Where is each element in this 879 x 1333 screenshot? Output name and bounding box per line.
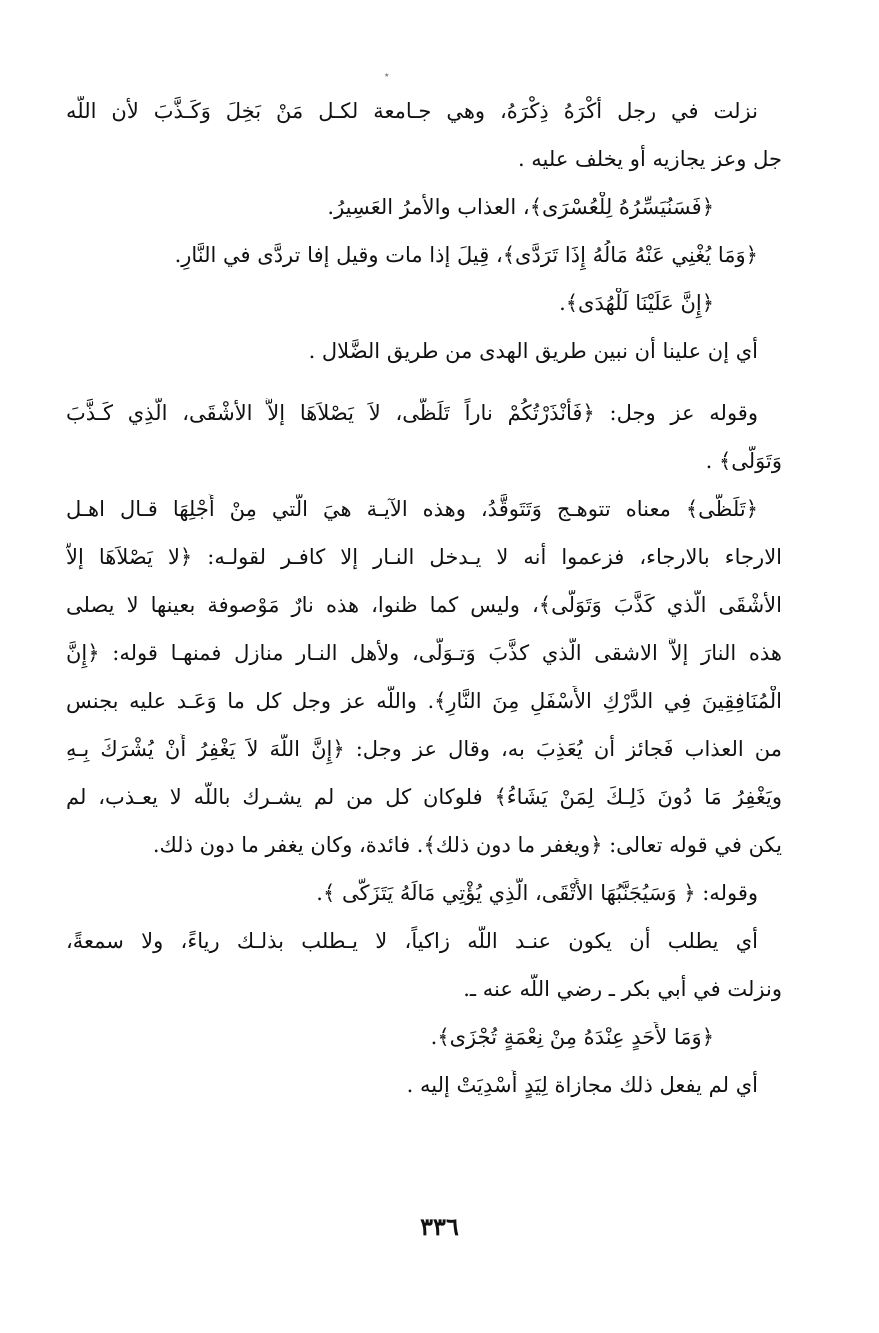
paragraph-gap: [66, 384, 782, 398]
text-line: أي إن علينا أن نبين طريق الهدى من طريق الضَّلال .: [308, 339, 758, 363]
verse-line: ﴿فَسَنُيَسِّرُهُ لِلْعُسْرَى﴾، العذاب والأمرُ العَسِيرُ.: [327, 195, 714, 219]
verse-line: ﴿وَمَا يُغْنِي عَنْهُ مَالُهُ إِذَا تَرَدَّى﴾، قِيلَ إذا مات وقيل إفا تردَّى في النَّارِ.: [174, 243, 758, 267]
text-line: من العذاب فَجائز أن يُعَذِبَ به، وقال عز وجل: ﴿إِنَّ اللّهَ لاَ يَغْفِرُ أَنْ يُشْرَكَ بِـهِ: [66, 737, 782, 761]
text-line: أي لم يفعل ذلك مجازاة لِيَدٍ أُسْدِيَتْ إليه .: [406, 1073, 758, 1097]
text-line: جل وعز يجازيه أو يخلف عليه .: [517, 147, 782, 171]
verse-line: ﴿إِنَّ عَلَيْنَا لَلْهُدَى﴾.: [559, 291, 714, 315]
text-line: يكن في قوله تعالى: ﴿ويغفر ما دون ذلك﴾. فائدة، وكان يغفر ما دون ذلك.: [152, 833, 782, 857]
verse-line: ﴿وَمَا لأَحَدٍ عِنْدَهُ مِنْ نِعْمَةٍ تُجْزَى﴾.: [430, 1025, 714, 1049]
text-line: ونزلت في أبي بكر ـ رضي اللّه عنه ـ.: [463, 977, 782, 1001]
top-ornament-mark: ٭: [384, 70, 390, 81]
verse-line: وقوله: ﴿ وَسَيُجَنَّبُهَا الأَتْقَى، الَّذِي يُؤْتِي مَالَهُ يَتَزَكَّى ﴾.: [316, 881, 758, 905]
text-line: وَتَوَلَّى﴾ .: [705, 449, 782, 473]
page-number: ٣٣٦: [420, 1212, 459, 1241]
text-line: ﴿تَلَظَّى﴾ معناه تتوهـج وَتَتَوقَّدُ، وهذه الآيـة هيَ الَّتي مِنْ أَجْلِهَا قـال اهـل: [66, 497, 758, 521]
text-line: الارجاء بالارجاء، فزعموا أنه لا يـدخل النـار إلا كافـر لقولـه: ﴿لا يَصْلاَهَا إلاَّ: [66, 545, 782, 569]
text-line: وقوله عز وجل: ﴿فَأَنْذَرْتُكُمْ ناراً تَلَظَّى، لاَ يَصْلاَهَا إلاَّ الأشْقَى، الَّذِي كَـذَّبَ: [66, 401, 758, 425]
text-line: ويَغْفِرُ مَا دُونَ ذَلِـكَ لِمَنْ يَشَاءُ﴾ فلوكان كل من لم يشـرك باللّه لا يعـذب، لم: [66, 785, 782, 809]
text-line: الْمُنَافِقِينَ فِي الدَّرْكِ الأَسْفَلِ مِنَ النَّارِ﴾. واللّه عز وجل كل ما وَعَـد عليه بجنس: [66, 689, 782, 713]
text-line: الأشْقَى الَّذي كَذَّبَ وَتَوَلَّى﴾، وليس كما ظنوا، هذه نارٌ مَوْصوفة بعينها لا يصلى: [66, 593, 782, 617]
text-line: نزلت في رجل أكْرَهُ ذِكْرَهُ، وهي جـامعة لكـل مَنْ بَخِلَ وَكَـذَّبَ لأن اللّه: [66, 99, 758, 123]
page-body: [66, 96, 782, 1118]
text-line: أي يطلب أن يكون عنـد اللّه زاكياً، لا يـطلب بذلـك رياءً، ولا سمعةً،: [66, 929, 758, 953]
text-line: هذه النارَ إلاَّ الاشقى الَّذي كذَّبَ وَتـوَلَّى، ولأهل النـار منازل فمنهـا قوله: ﴿إِنَّ: [66, 641, 782, 665]
